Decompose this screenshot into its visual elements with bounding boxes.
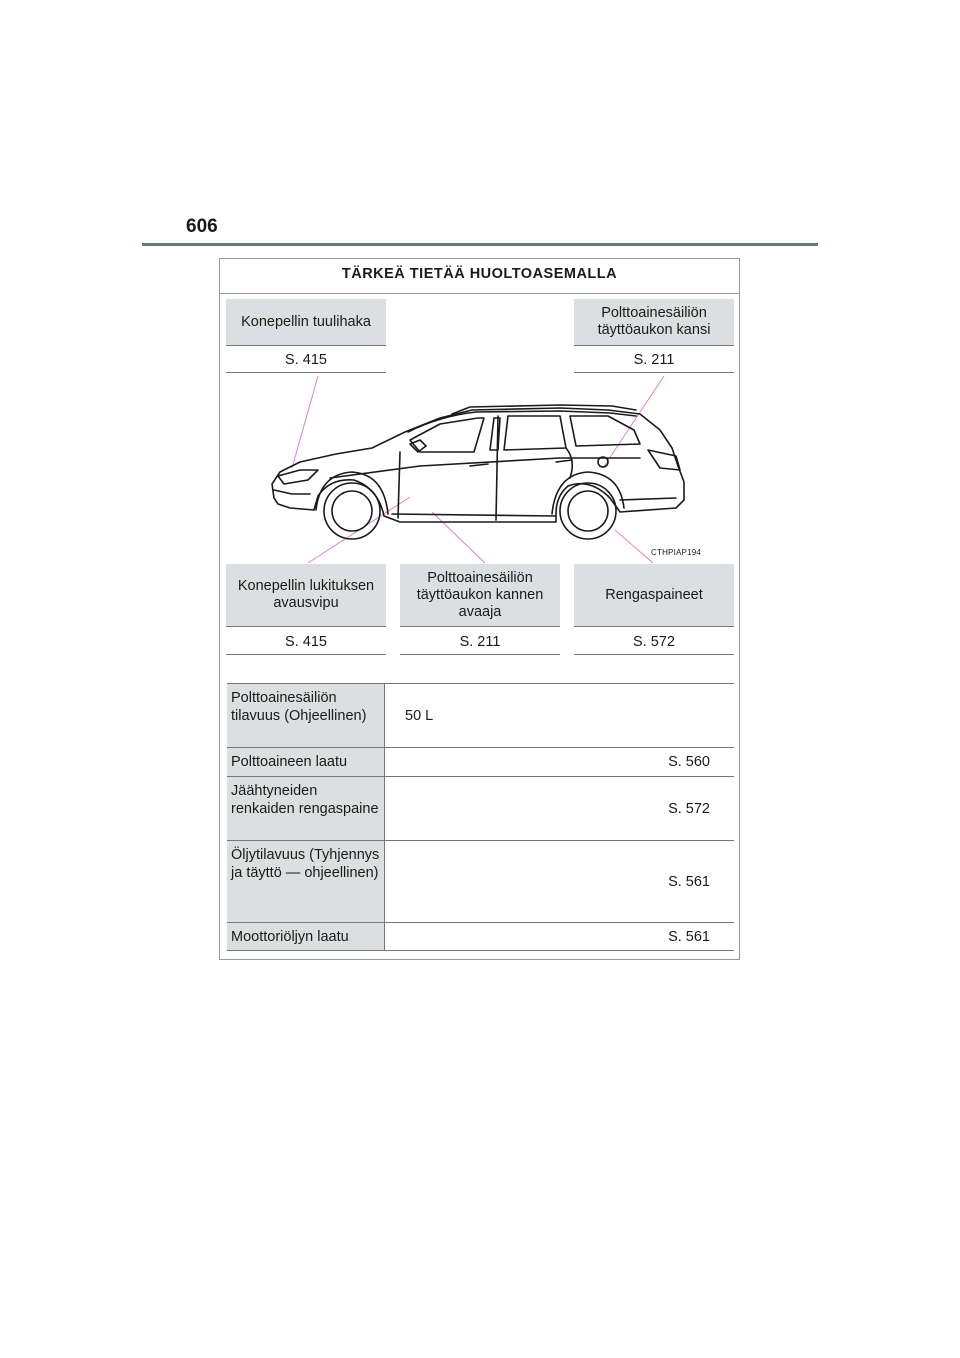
rear-wheel-arch [552,472,624,514]
callout-hood-lever-label: Konepellin lukituksen avausvipu [226,564,386,627]
rear-bumper [620,498,676,500]
rear-door-handle [556,460,572,462]
rear-door-line [566,448,572,478]
callout-tire-pressure-label: Rengaspaineet [574,564,734,627]
row-value-fuel-capacity: 50 L [405,707,434,724]
callout-fuel-door-ref: S. 211 [574,347,734,373]
row-value-fuel-type: S. 560 [668,754,710,770]
table-row [227,841,734,923]
windshield [410,418,484,452]
table-row [227,777,734,841]
callout-hood-lever-ref: S. 415 [226,629,386,655]
front-wheel-arch [316,472,388,514]
b-pillar [496,416,498,520]
character-line [330,458,640,478]
row-value-oil-grade: S. 561 [668,928,710,945]
front-bumper [274,490,310,494]
front-door-handle [470,464,488,466]
row-value-cold-tire-pressure: S. 572 [668,800,710,817]
row-label-fuel-type: Polttoaineen laatu [227,748,385,776]
side-sill [392,514,556,516]
leader-hood-support [292,376,318,468]
panel-title: TÄRKEÄ TIETÄÄ HUOLTOASEMALLA [220,259,739,294]
row-label-oil-grade: Moottoriöljyn laatu [227,923,385,950]
leader-tire [615,530,653,563]
table-row [227,684,734,748]
service-info-table [227,683,734,951]
row-label-fuel-capacity: Polttoainesäiliön tilavuus (Ohjeellinen) [227,684,385,747]
leader-fuel-door [603,376,664,468]
headlight [278,470,318,484]
table-row [227,748,734,777]
callout-tire-pressure-ref: S. 572 [574,629,734,655]
callout-fuel-door-label: Polttoainesäiliön täyttöaukon kansi [574,299,734,346]
front-wheel-rim [332,491,372,531]
leader-lines [292,376,664,563]
callout-fuel-opener-label: Polttoainesäiliön täyttöaukon kannen avaaja [400,564,560,627]
row-value-oil-capacity: S. 561 [668,873,710,890]
rear-quarter-window [570,416,640,446]
page-number: 606 [186,216,218,237]
roof-line [408,411,636,432]
figure-code: CTHPIAP194 [651,548,702,557]
callout-hood-support-ref: S. 415 [226,347,386,373]
front-door-line [398,452,400,518]
callout-hood-support-label: Konepellin tuulihaka [226,299,386,346]
leader-fuel-opener [432,512,485,563]
row-label-oil-capacity: Öljytilavuus (Tyhjennys ja täyttö — ohjeellinen) [227,841,385,922]
callout-fuel-opener-ref: S. 211 [400,629,560,655]
row-label-cold-tire-pressure: Jäähtyneiden renkaiden rengaspaine [227,777,385,840]
rear-wheel-rim [568,491,608,531]
table-row [227,923,734,951]
rear-door-window [504,416,566,450]
